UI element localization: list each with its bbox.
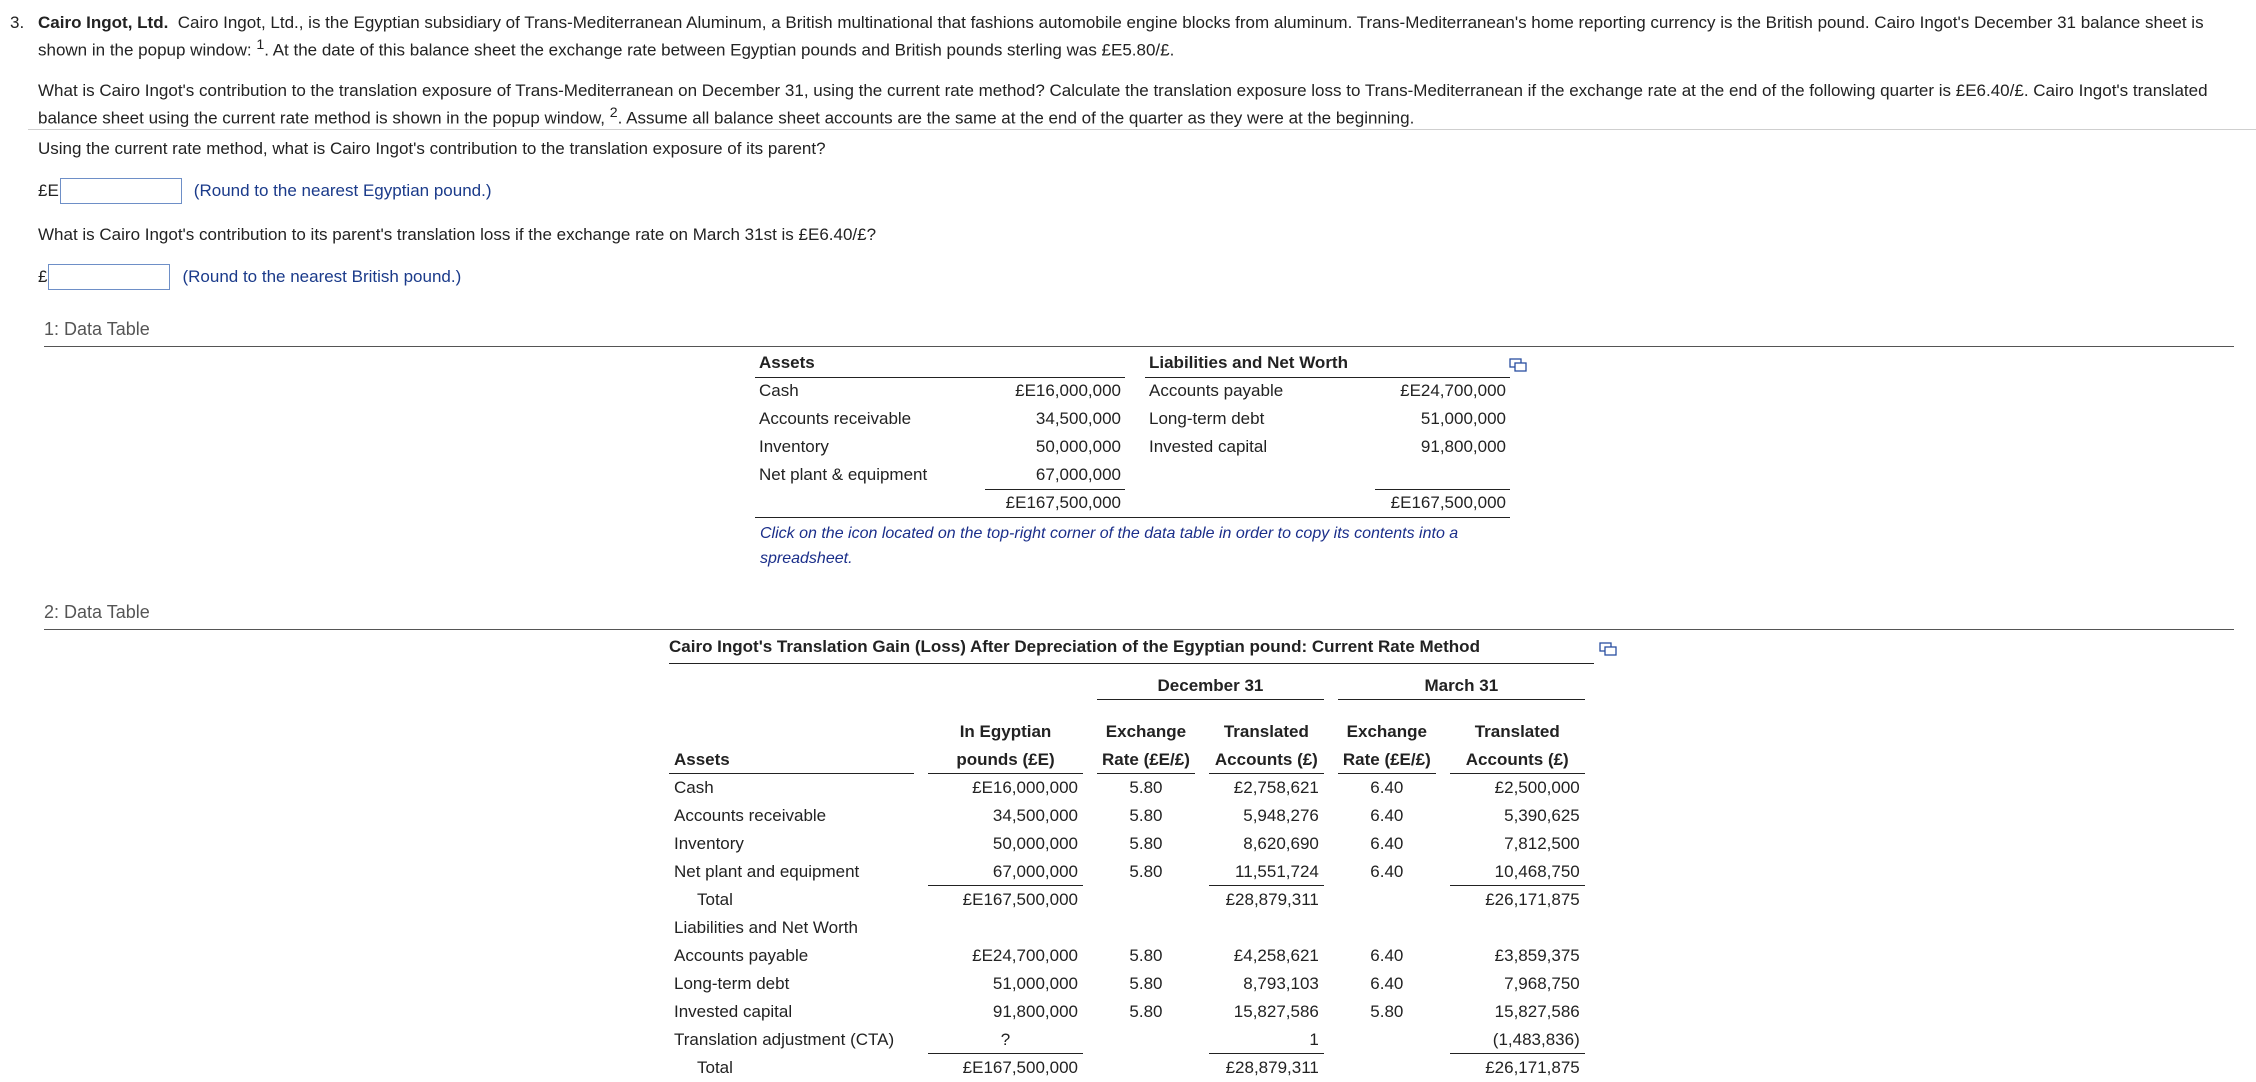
mar-rate: 6.40	[1370, 834, 1404, 853]
column-header-row-1	[669, 718, 1585, 746]
dec-translated: 1	[1209, 1026, 1324, 1054]
egp-value: 67,000,000	[928, 858, 1083, 886]
mar-rate: 5.80	[1370, 1002, 1404, 1021]
data-table-2-rule	[44, 629, 2234, 630]
col-mar-trans-header: Translated	[1474, 722, 1560, 741]
dec-translated: 8,620,690	[1243, 834, 1319, 853]
answer-row-2	[38, 264, 461, 290]
col-mar-rate-header: Exchange	[1346, 722, 1427, 741]
mar-total: £26,171,875	[1485, 890, 1580, 909]
table-row	[755, 405, 1510, 433]
total-liabilities: £E167,500,000	[1375, 489, 1510, 517]
mar-rate: 6.40	[1370, 862, 1404, 881]
table-row	[669, 774, 1585, 802]
question-2: What is Cairo Ingot's contribution to its parent's translation loss if the exchange rate on March 31st is £E6.40/£?	[38, 225, 877, 244]
col-dec-rate-header: Exchange	[1105, 722, 1187, 741]
dec-rate: 5.80	[1129, 946, 1163, 965]
col-assets-header: Assets	[669, 746, 914, 774]
liability-name: Long-term debt	[1149, 409, 1265, 428]
column-header-row-2	[669, 746, 1585, 774]
table-row	[669, 970, 1585, 998]
liabilities-section-header: Liabilities and Net Worth	[674, 918, 858, 937]
table-row	[669, 858, 1585, 886]
dec-translated: 15,827,586	[1233, 1002, 1319, 1021]
currency-label-egp: £E	[38, 181, 59, 200]
liability-value: 51,000,000	[1420, 409, 1506, 428]
egp-total: £E167,500,000	[962, 1058, 1078, 1077]
dec-total: £28,879,311	[1225, 1058, 1319, 1077]
translation-table	[669, 672, 1585, 1082]
col-egp-header-2: pounds (£E)	[928, 746, 1083, 774]
mar-rate: 6.40	[1370, 806, 1404, 825]
asset-value: 50,000,000	[1035, 437, 1121, 456]
assets-header: Assets	[755, 349, 985, 377]
mar-total: £26,171,875	[1485, 1058, 1580, 1077]
problem-title: Cairo Ingot, Ltd.	[38, 13, 169, 32]
problem-text-2b: . Assume all balance sheet accounts are the same at the end of the quarter as they were at the beginning.	[617, 108, 1415, 128]
dec-rate: 5.80	[1129, 1002, 1163, 1021]
col-mar-rate-header-2: Rate (£E/£)	[1338, 746, 1436, 774]
egp-value: £E24,700,000	[972, 946, 1078, 965]
liabilities-header: Liabilities and Net Worth	[1145, 349, 1375, 377]
col-mar-trans-header-2: Accounts (£)	[1450, 746, 1585, 774]
totals-row	[755, 489, 1510, 517]
dec-translated: 8,793,103	[1243, 974, 1319, 993]
dec-translated: 11,551,724	[1209, 858, 1324, 886]
copy-instruction-note: Click on the icon located on the top-right corner of the data table in order to copy its contents into a spreadsheet.	[760, 525, 1459, 567]
total-assets: £E167,500,000	[985, 489, 1125, 517]
popup-ref-2[interactable]: 2	[609, 104, 618, 121]
mar-translated: £3,859,375	[1494, 946, 1580, 965]
problem-statement	[10, 12, 2225, 129]
asset-value: £E16,000,000	[1015, 381, 1121, 401]
balance-sheet-table	[755, 349, 1510, 518]
row-label: Net plant and equipment	[674, 862, 860, 881]
problem-number: 3.	[10, 13, 25, 32]
problem-text-2a: What is Cairo Ingot's contribution to the translation exposure of Trans-Mediterranean on December 31, using the current rate method? Calculate the translation exposure loss to Trans-Mediterranean if the exchange rate at the end of the following quarter is £E6.40/£. Cairo Ingot's translated balance sheet using the current rate method is shown in the popup window,	[38, 80, 2208, 128]
dec-total: £28,879,311	[1225, 890, 1319, 909]
december-group-header: December 31	[1097, 672, 1324, 700]
mar-translated: 5,390,625	[1504, 806, 1580, 825]
row-label: Cash	[674, 778, 714, 797]
dec-translated: £4,258,621	[1233, 946, 1319, 965]
mar-rate: 6.40	[1370, 778, 1404, 797]
row-label: Total	[697, 1058, 733, 1077]
table-row	[669, 830, 1585, 858]
dec-rate: 5.80	[1129, 806, 1163, 825]
data-table-2-label: 2: Data Table	[44, 602, 150, 622]
table-row	[669, 998, 1585, 1026]
mar-translated: 15,827,586	[1494, 1002, 1580, 1021]
mar-rate	[1338, 1026, 1436, 1054]
dec-rate: 5.80	[1129, 862, 1163, 881]
egp-value: 50,000,000	[992, 834, 1078, 853]
egp-value: 91,800,000	[992, 1002, 1078, 1021]
translation-table-title: Cairo Ingot's Translation Gain (Loss) After Depreciation of the Egyptian pound: Current Rate Method	[669, 637, 1594, 664]
problem-text-1b: . At the date of this balance sheet the exchange rate between Egyptian pounds and British pounds sterling was £E5.80/£.	[264, 40, 1175, 60]
rounding-hint-egp: (Round to the nearest Egyptian pound.)	[193, 181, 492, 200]
mar-rate: 6.40	[1370, 974, 1404, 993]
row-label: Total	[697, 890, 733, 909]
col-egp-header: In Egyptian	[959, 722, 1052, 741]
problem-paragraph-2	[38, 80, 2225, 130]
mar-translated: 10,468,750	[1450, 858, 1585, 886]
answer-input-gbp[interactable]	[48, 264, 170, 290]
question-1: Using the current rate method, what is Cairo Ingot's contribution to the translation exposure of its parent?	[38, 139, 826, 158]
liability-value	[1375, 461, 1510, 489]
col-dec-trans-header: Translated	[1223, 722, 1309, 741]
problem-text-1a: Cairo Ingot, Ltd., is the Egyptian subsidiary of Trans-Mediterranean Aluminum, a British multinational that fashions automobile engine blocks from aluminum. Trans-Mediterranean's home reporting currency is the British pound. Cairo Ingot's December 31 balance sheet is shown in the popup window:	[38, 13, 2204, 60]
data-table-1-rule	[44, 346, 2234, 347]
section-header-row	[669, 914, 1585, 942]
table-row	[755, 377, 1510, 405]
table-row	[669, 942, 1585, 970]
popup-ref-1[interactable]: 1	[256, 37, 265, 53]
rounding-hint-gbp: (Round to the nearest British pound.)	[182, 267, 462, 286]
liability-name: Accounts payable	[1149, 381, 1284, 401]
asset-name: Accounts receivable	[759, 409, 912, 428]
mar-translated: 7,812,500	[1504, 834, 1580, 853]
copy-icon[interactable]	[1509, 358, 1527, 372]
answer-row-1	[38, 178, 492, 204]
col-dec-rate-header-2: Rate (£E/£)	[1097, 746, 1195, 774]
dec-rate: 5.80	[1129, 778, 1163, 797]
copy-icon[interactable]	[1599, 642, 1617, 656]
table-row	[755, 461, 1510, 489]
group-header-row	[669, 672, 1585, 700]
liabilities-total-row	[669, 1054, 1585, 1082]
egp-value: 34,500,000	[992, 806, 1078, 825]
mar-translated: (1,483,836)	[1450, 1026, 1585, 1054]
liability-name: Invested capital	[1149, 437, 1268, 456]
row-label: Invested capital	[674, 1002, 793, 1021]
liability-name	[1145, 461, 1375, 489]
answer-input-egp[interactable]	[60, 178, 182, 204]
separator	[28, 129, 2256, 130]
mar-translated: £2,500,000	[1494, 778, 1580, 797]
table-row	[669, 1026, 1585, 1054]
table-row	[669, 802, 1585, 830]
dec-rate	[1097, 1026, 1195, 1054]
problem-paragraph-1	[38, 12, 2225, 62]
currency-label-gbp: £	[38, 267, 48, 286]
col-dec-trans-header-2: Accounts (£)	[1209, 746, 1324, 774]
asset-value: 34,500,000	[1035, 409, 1121, 428]
egp-value: £E16,000,000	[972, 778, 1078, 797]
row-label: Translation adjustment (CTA)	[674, 1030, 895, 1049]
dec-translated: 5,948,276	[1243, 806, 1319, 825]
egp-total: £E167,500,000	[962, 890, 1078, 909]
data-table-1-label: 1: Data Table	[44, 319, 150, 339]
mar-rate: 6.40	[1370, 946, 1404, 965]
asset-value: 67,000,000	[985, 461, 1125, 489]
dec-rate: 5.80	[1129, 974, 1163, 993]
march-group-header: March 31	[1338, 672, 1585, 700]
row-label: Inventory	[674, 834, 744, 853]
mar-translated: 7,968,750	[1504, 974, 1580, 993]
egp-value: 51,000,000	[992, 974, 1078, 993]
row-label: Accounts payable	[674, 946, 809, 965]
asset-name: Net plant & equipment	[759, 465, 928, 484]
dec-rate: 5.80	[1129, 834, 1163, 853]
asset-name: Inventory	[759, 437, 829, 456]
row-label: Long-term debt	[674, 974, 790, 993]
balance-sheet-header	[755, 349, 1510, 377]
dec-translated: £2,758,621	[1233, 778, 1319, 797]
assets-total-row	[669, 886, 1585, 914]
asset-name: Cash	[759, 381, 799, 401]
liability-value: £E24,700,000	[1400, 381, 1506, 401]
liability-value: 91,800,000	[1420, 437, 1506, 456]
row-label: Accounts receivable	[674, 806, 827, 825]
egp-value: ?	[928, 1026, 1083, 1054]
table-row	[755, 433, 1510, 461]
